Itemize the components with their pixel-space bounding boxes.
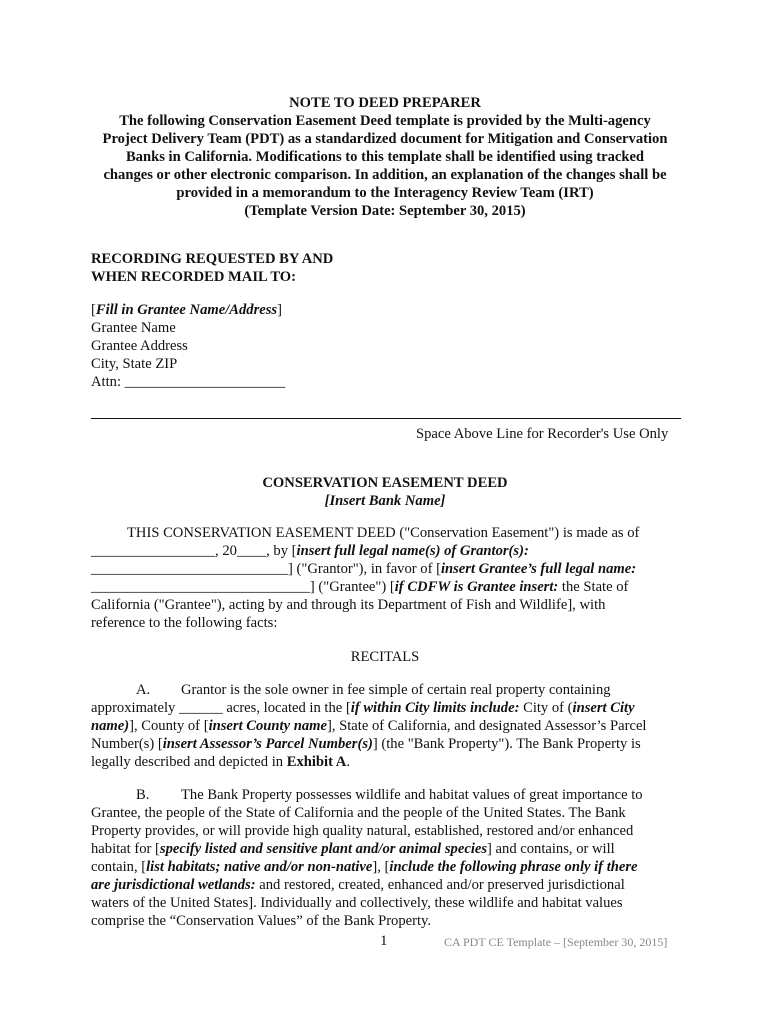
recital-a-line: name)], County of [insert County name], State of California, and designated Assessor’s Parcel	[91, 718, 647, 734]
grantee-city-state-zip: City, State ZIP	[91, 356, 178, 372]
intro-line: THIS CONSERVATION EASEMENT DEED ("Conservation Easement") is made as of	[127, 525, 640, 541]
recital-a-line: Grantor is the sole owner in fee simple of certain real property containing	[181, 682, 611, 698]
footer-template-version: CA PDT CE Template – [September 30, 2015]	[444, 935, 668, 949]
recital-b-line: comprise the “Conservation Values” of the Bank Property.	[91, 913, 432, 929]
recital-b-line: contain, [list habitats; native and/or non-native], [include the following phrase only if there	[91, 859, 638, 875]
note-line: Banks in California. Modifications to this template shall be identified using tracked	[125, 149, 645, 165]
recital-b-line: waters of the United States]. Individually and collectively, these wildlife and habitat values	[91, 895, 623, 911]
recording-heading-mail: WHEN RECORDED MAIL TO:	[91, 269, 297, 285]
fill-grantee-instruction: [Fill in Grantee Name/Address]	[91, 302, 282, 318]
recorder-divider	[91, 418, 681, 419]
deed-subtitle: [Insert Bank Name]	[324, 493, 446, 509]
recital-a-line: Number(s) [insert Assessor’s Parcel Number(s)] (the "Bank Property"). The Bank Property is	[91, 736, 641, 752]
note-line: Project Delivery Team (PDT) as a standardized document for Mitigation and Conservation	[102, 131, 668, 147]
attn-line: Attn: ______________________	[91, 374, 286, 390]
recital-b-line: The Bank Property possesses wildlife and habitat values of great importance to	[181, 787, 643, 803]
grantee-address: Grantee Address	[91, 338, 188, 354]
recitals-heading: RECITALS	[350, 649, 420, 665]
recital-a-label: A.	[136, 682, 151, 698]
note-line: changes or other electronic comparison. In addition, an explanation of the changes shall be	[103, 167, 667, 183]
note-version-date: (Template Version Date: September 30, 2015)	[244, 203, 526, 219]
grantee-name: Grantee Name	[91, 320, 176, 336]
recital-b-line: habitat for [specify listed and sensitive plant and/or animal species] and contains, or will	[91, 841, 615, 857]
page-number: 1	[380, 933, 388, 949]
recital-b-line: are jurisdictional wetlands: and restored, created, enhanced and/or preserved jurisdictional	[91, 877, 625, 893]
intro-line: ___________________________] ("Grantor"), in favor of [insert Grantee’s full legal name:	[91, 561, 637, 577]
recital-b-line: Grantee, the people of the State of California and the people of the United States. The Bank	[91, 805, 626, 821]
recorder-space-label: Space Above Line for Recorder's Use Only	[416, 426, 669, 442]
deed-title: CONSERVATION EASEMENT DEED	[262, 475, 508, 491]
recital-b-label: B.	[136, 787, 150, 803]
intro-line: ______________________________] ("Grantee") [if CDFW is Grantee insert: the State of	[91, 579, 629, 595]
intro-line: _________________, 20____, by [insert full legal name(s) of Grantor(s):	[91, 543, 529, 559]
intro-line: California ("Grantee"), acting by and through its Department of Fish and Wildlife], with	[91, 597, 606, 613]
note-line: provided in a memorandum to the Interagency Review Team (IRT)	[176, 185, 594, 201]
recital-a-line: legally described and depicted in Exhibit A.	[91, 754, 351, 770]
note-line: The following Conservation Easement Deed template is provided by the Multi-agency	[119, 113, 651, 129]
recording-heading: RECORDING REQUESTED BY AND	[91, 251, 334, 267]
intro-line: reference to the following facts:	[91, 615, 278, 631]
recital-a-line: approximately ______ acres, located in the [if within City limits include: City of (insert City	[91, 700, 635, 716]
note-title: NOTE TO DEED PREPARER	[289, 95, 481, 111]
recital-b-line: Property provides, or will provide high quality natural, established, restored and/or enhanced	[91, 823, 634, 839]
